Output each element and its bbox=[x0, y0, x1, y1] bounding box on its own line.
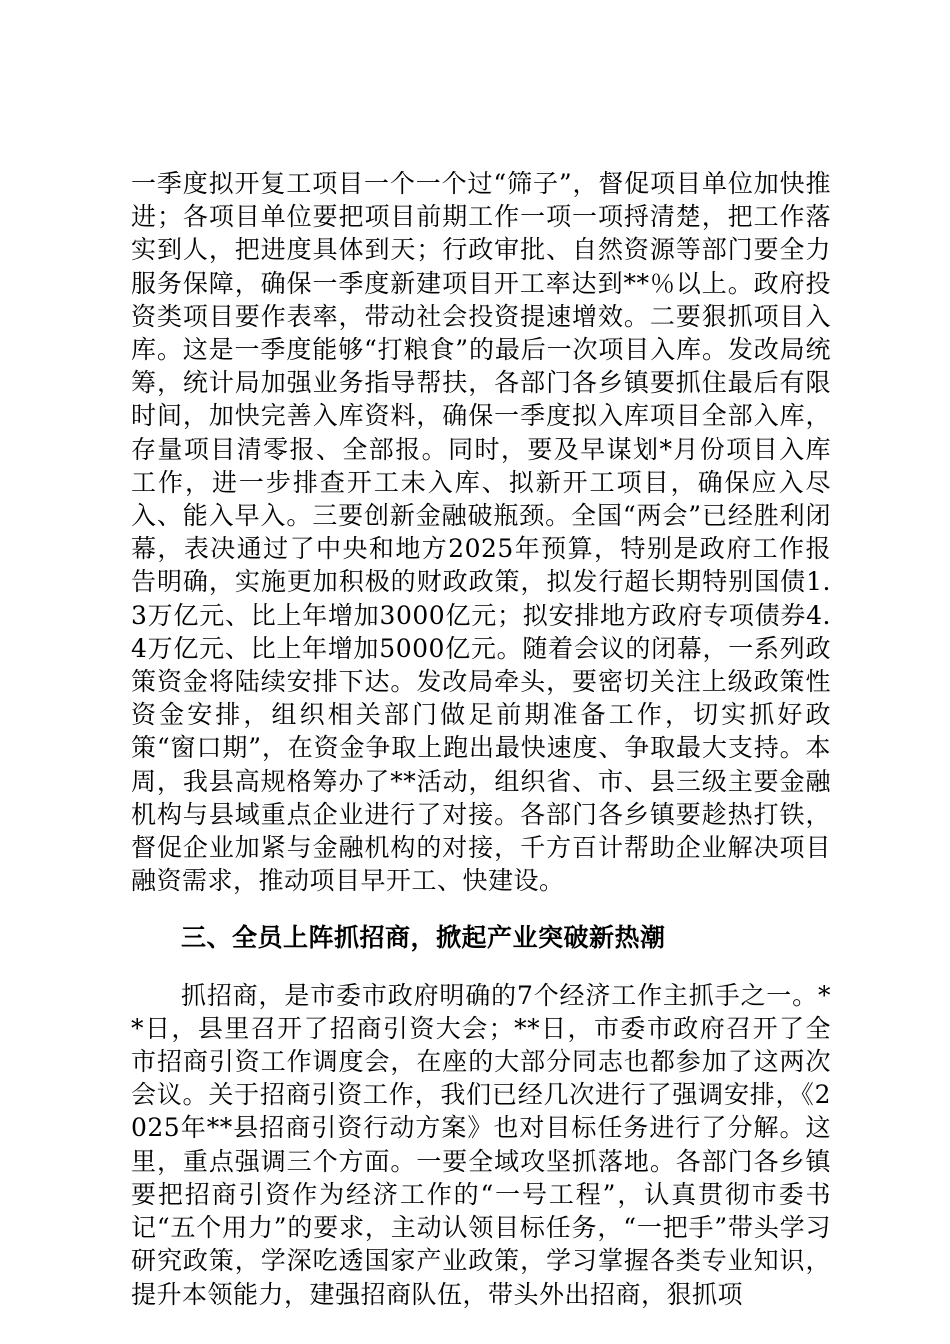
section-heading-3: 三、全员上阵抓招商，掀起产业突破新热潮 bbox=[181, 923, 666, 953]
body-paragraph-continued: 一季度拟开复工项目一个一个过“筛子”，督促项目单位加快推进；各项目单位要把项目前期工作一项一项捋清楚，把工作落实到人，把进度具体到天；行政审批、自然资源等部门要全力服务保障，确保一季度新建项目开工率达到**％以上。政府投资类项目要作表率，带动社会投资提速增效。二要狠抓项目入库。这是一季度能够“打粮食”的最后一次项目入库。发改局统筹，统计局加强业务指导帮扶，各部门各乡镇要抓住最后有限时间，加快完善入库资料，确保一季度拟入库项目全部入库，存量项目清零报、全部报。同时，要及早谋划*月份项目入库工作，进一步排查开工未入库、拟新开工项目，确保应入尽入、能入早入。三要创新金融破瓶颈。全国“两会”已经胜利闭幕，表决通过了中央和地方2025年预算，特别是政府工作报告明确，实施更加积极的财政政策，拟发行超长期特别国债1.3万亿元、比上年增加3000亿元；拟安排地方政府专项债券4.4万亿元、比上年增加5000亿元。随着会议的闭幕，一系列政策资金将陆续安排下达。发改局牵头，要密切关注上级政策性资金安排，组织相关部门做足前期准备工作，切实抓好政策“窗口期”，在资金争取上跑出最快速度、争取最大支持。本周，我县高规格筹办了**活动，组织省、市、县三级主要金融机构与县域重点企业进行了对接。各部门各乡镇要趁热打铁，督促企业加紧与金融机构的对接，千方百计帮助企业解决项目融资需求，推动项目早开工、快建设。 bbox=[131, 169, 831, 896]
body-paragraph-investment: 抓招商，是市委市政府明确的7个经济工作主抓手之一。**日，县里召开了招商引资大会；**日，市委市政府召开了全市招商引资工作调度会，在座的大部分同志也都参加了这两次会议。关于招商引资工作，我们已经几次进行了强调安排，《2025年**县招商引资行动方案》也对目标任务进行了分解。这里，重点强调三个方面。一要全域攻坚抓落地。各部门各乡镇要把招商引资作为经济工作的“一号工程”，认真贯彻市委书记“五个用力”的要求，主动认领目标任务，“一把手”带头学习研究政策，学深吃透国家产业政策，学习掌握各类专业知识，提升本领能力，建强招商队伍，带头外出招商，狠抓项 bbox=[131, 980, 831, 1309]
document-body bbox=[131, 167, 831, 1311]
